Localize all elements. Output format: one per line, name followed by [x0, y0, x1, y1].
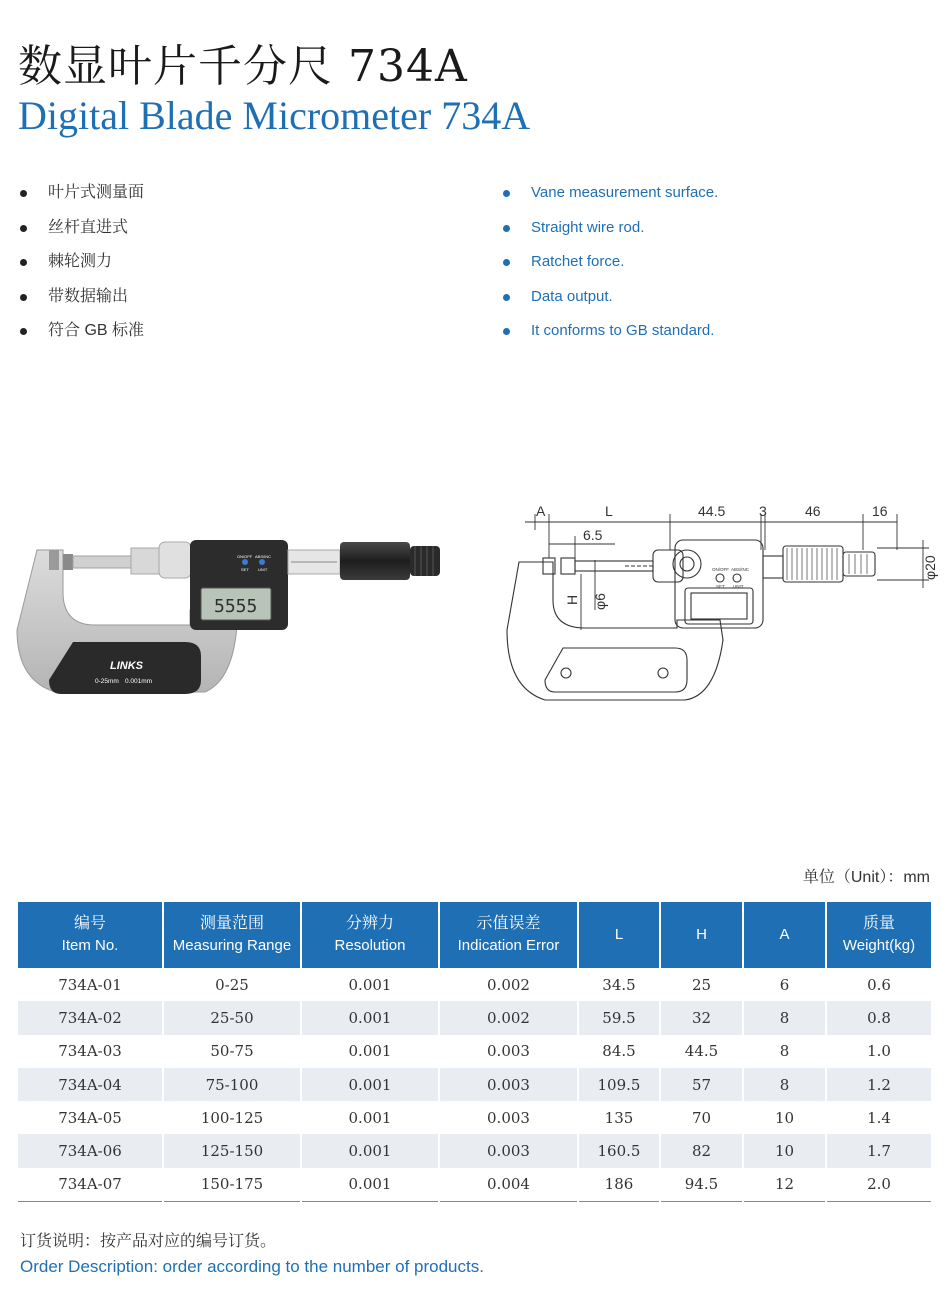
- bullet-icon: [503, 259, 510, 266]
- dim-l-label: L: [605, 503, 613, 519]
- col-header-item-no: 编号 Item No.: [18, 902, 163, 968]
- bullet-icon: [503, 190, 510, 197]
- table-cell: 734A-01: [18, 968, 163, 1001]
- table-cell: 0.001: [301, 1134, 439, 1167]
- page-title-cn: 数显叶片千分尺 734A: [18, 41, 468, 92]
- table-cell: 10: [743, 1101, 826, 1134]
- dim-65-label: 6.5: [583, 527, 603, 543]
- table-cell: 109.5: [578, 1068, 660, 1101]
- table-cell: 0.001: [301, 1001, 439, 1034]
- table-cell: 70: [660, 1101, 743, 1134]
- col-header-range: 测量范围 Measuring Range: [163, 902, 301, 968]
- table-cell: 75-100: [163, 1068, 301, 1101]
- table-cell: 25: [660, 968, 743, 1001]
- table-row: [18, 968, 931, 1001]
- feature-item: 带数据输出: [20, 284, 144, 319]
- table-cell: 1.4: [867, 1108, 891, 1127]
- table-cell: 135: [578, 1101, 660, 1134]
- table-cell: 12: [743, 1168, 826, 1201]
- dim-a-label: A: [536, 503, 546, 519]
- feature-item: Ratchet force.: [503, 249, 718, 284]
- table-cell: 0.003: [439, 1068, 578, 1101]
- feature-item: 棘轮测力: [20, 249, 144, 284]
- order-description-en: Order Description: order according to the number of products.: [20, 1257, 484, 1276]
- table-cell: 734A-04: [18, 1068, 163, 1101]
- table-row: [18, 1068, 931, 1101]
- table-cell: 57: [660, 1068, 743, 1101]
- drawing-unit-label: UNIT: [733, 584, 744, 589]
- feature-item: 叶片式测量面: [20, 180, 144, 215]
- drawing-absinc-label: ABS/INC: [731, 567, 750, 572]
- table-cell: 150-175: [163, 1168, 301, 1201]
- table-cell: 0.001: [301, 1168, 439, 1201]
- table-cell: 8: [743, 1068, 826, 1101]
- bullet-icon: [20, 328, 27, 335]
- table-cell: 0.6: [867, 975, 891, 994]
- table-cell: 0.003: [439, 1134, 578, 1167]
- micrometer-photo: [15, 530, 445, 705]
- col-header-error: 示值误差 Indication Error: [439, 902, 578, 968]
- drawing-onoff-label: ON/OFF: [712, 567, 729, 572]
- table-cell: 0.004: [439, 1168, 578, 1201]
- table-cell: 0.001: [301, 1035, 439, 1068]
- table-cell: 734A-07: [18, 1168, 163, 1201]
- table-cell: 8: [743, 1001, 826, 1034]
- feature-item: 丝杆直进式: [20, 215, 144, 250]
- table-cell: 1.7: [826, 1134, 931, 1167]
- table-cell: 1.0: [867, 1042, 891, 1061]
- table-cell: 82: [660, 1134, 743, 1167]
- table-cell: 1.2: [826, 1068, 931, 1101]
- range-label: 0-25mm: [95, 678, 119, 685]
- onoff-label: ON/OFF: [237, 554, 253, 559]
- table-row: [18, 1001, 931, 1034]
- table-cell: 125-150: [163, 1134, 301, 1167]
- page-title-en: Digital Blade Micrometer 734A: [18, 93, 531, 138]
- table-cell: 100-125: [163, 1101, 301, 1134]
- absinc-button[interactable]: [259, 559, 265, 565]
- table-cell: 8: [743, 1035, 826, 1068]
- table-cell: 0.001: [301, 1101, 439, 1134]
- table-cell: 44.5: [660, 1035, 743, 1068]
- unit-label: UNIT: [258, 567, 268, 572]
- table-row: [18, 1035, 931, 1068]
- dim-445-label: 44.5: [698, 503, 726, 519]
- table-header-row: [18, 902, 931, 968]
- table-cell: 0.003: [439, 1035, 578, 1068]
- table-cell: 734A-05: [18, 1101, 163, 1134]
- bullet-icon: [503, 294, 510, 301]
- absinc-label: ABS/INC: [255, 554, 272, 559]
- bullet-icon: [20, 190, 27, 197]
- dim-46-label: 46: [805, 503, 821, 519]
- table-cell: 0.003: [439, 1101, 578, 1134]
- onoff-button[interactable]: [242, 559, 248, 565]
- dimension-drawing: [505, 500, 938, 705]
- table-row: [18, 1101, 931, 1134]
- col-header-resolution: 分辨力 Resolution: [301, 902, 439, 968]
- bullet-icon: [20, 225, 27, 232]
- drawing-set-label: SET: [716, 584, 725, 589]
- table-cell: 0-25: [163, 968, 301, 1001]
- bullet-icon: [20, 294, 27, 301]
- col-header-a: A: [743, 902, 826, 968]
- dim-phi6-label: φ6: [592, 593, 608, 610]
- table-cell: 50-75: [163, 1035, 301, 1068]
- resolution-label: 0.001mm: [125, 678, 153, 685]
- table-cell: 734A-02: [18, 1001, 163, 1034]
- set-label: SET: [241, 567, 249, 572]
- order-description-cn: 订货说明：按产品对应的编号订货。: [20, 1233, 277, 1250]
- col-header-h: H: [660, 902, 743, 968]
- col-header-l: L: [578, 902, 660, 968]
- table-cell: 0.002: [439, 1001, 578, 1034]
- table-row: [18, 1168, 931, 1201]
- feature-item: It conforms to GB standard.: [503, 318, 718, 353]
- table-cell: 2.0: [826, 1168, 931, 1201]
- table-cell: 59.5: [578, 1001, 660, 1034]
- unit-note: 单位（Unit）：mm: [802, 869, 930, 886]
- dim-phi20-label: φ20: [922, 555, 938, 580]
- feature-item: 符合 GB 标准: [20, 318, 144, 353]
- table-cell: 6: [743, 968, 826, 1001]
- feature-item: Straight wire rod.: [503, 215, 718, 250]
- table-cell: 94.5: [660, 1168, 743, 1201]
- feature-list-cn: [20, 180, 144, 353]
- table-cell: 734A-06: [18, 1134, 163, 1167]
- table-cell: 84.5: [578, 1035, 660, 1068]
- feature-item: Data output.: [503, 284, 718, 319]
- table-cell: 0.002: [439, 968, 578, 1001]
- table-cell: 10: [743, 1134, 826, 1167]
- col-header-weight: 质量 Weight(kg): [826, 902, 931, 968]
- table-cell: 34.5: [578, 968, 660, 1001]
- brand-logo: LINKS: [110, 660, 143, 672]
- table-row: [18, 1134, 931, 1167]
- table-cell: 0.8: [826, 1001, 931, 1034]
- lcd-reading: 5555: [214, 596, 258, 617]
- spec-table: [18, 902, 931, 1202]
- dim-h-label: H: [564, 594, 580, 605]
- feature-list-en: [503, 180, 718, 353]
- table-cell: 32: [660, 1001, 743, 1034]
- bullet-icon: [20, 259, 27, 266]
- table-cell: 0.001: [301, 968, 439, 1001]
- dim-3-label: 3: [759, 503, 767, 519]
- table-cell: 186: [578, 1168, 660, 1201]
- table-cell: 160.5: [578, 1134, 660, 1167]
- table-cell: 25-50: [163, 1001, 301, 1034]
- feature-item: Vane measurement surface.: [503, 180, 718, 215]
- bullet-icon: [503, 328, 510, 335]
- table-cell: 0.001: [301, 1068, 439, 1101]
- bullet-icon: [503, 225, 510, 232]
- table-cell: 734A-03: [18, 1035, 163, 1068]
- dim-16-label: 16: [872, 503, 888, 519]
